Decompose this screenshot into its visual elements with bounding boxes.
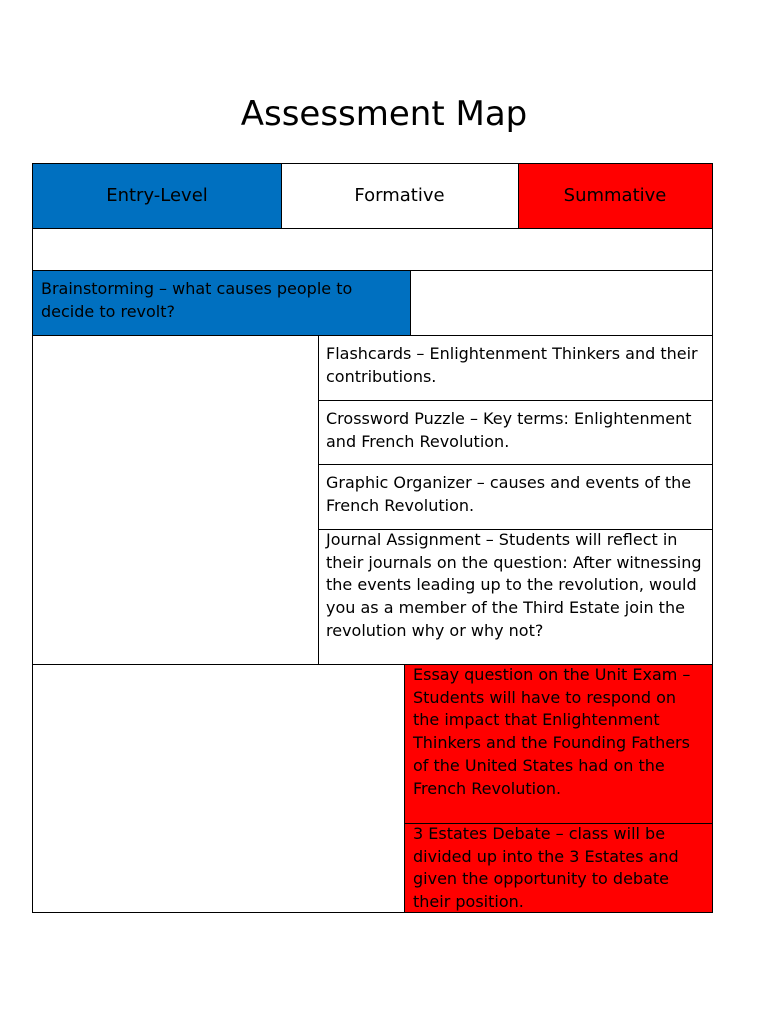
table-divider: [32, 335, 713, 336]
table-divider: [518, 163, 519, 228]
table-divider: [32, 228, 713, 229]
table-divider: [318, 464, 713, 465]
header-summative: Summative: [518, 164, 712, 228]
formative-item: Graphic Organizer – causes and events of the French Revolution.: [326, 473, 692, 515]
header-entry-level: Entry-Level: [33, 164, 281, 228]
table-divider: [410, 270, 411, 335]
formative-item: Crossword Puzzle – Key terms: Enlightenment and French Revolution.: [326, 409, 692, 451]
formative-item: Journal Assignment – Students will reflect in their journals on the question: After witnessing the events leading up to the revolution, would you as a member of the Third Estate join the revolution why or why not?: [326, 530, 702, 640]
table-border-top: [32, 163, 713, 164]
table-border-left: [32, 163, 33, 913]
table-divider: [32, 270, 713, 271]
table-divider: [404, 664, 405, 913]
table-divider: [318, 335, 319, 664]
table-divider: [404, 823, 713, 824]
table-divider: [318, 400, 713, 401]
summative-item: Essay question on the Unit Exam – Students will have to respond on the impact that Enlightenment Thinkers and the Founding Fathers of the United States had on the French Revolution.: [405, 664, 712, 823]
summative-item: 3 Estates Debate – class will be divided up into the 3 Estates and given the opportunity to debate their position.: [405, 823, 712, 912]
table-divider: [32, 664, 713, 665]
page-title: Assessment Map: [240, 94, 528, 134]
table-border-right: [712, 163, 713, 913]
table-divider: [318, 529, 713, 530]
table-border-bottom: [32, 912, 713, 913]
header-formative: Formative: [354, 184, 445, 206]
entry-level-item: Brainstorming – what causes people to decide to revolt?: [33, 270, 410, 335]
table-divider: [281, 163, 282, 228]
formative-item: Flashcards – Enlightenment Thinkers and their contributions.: [326, 344, 698, 386]
